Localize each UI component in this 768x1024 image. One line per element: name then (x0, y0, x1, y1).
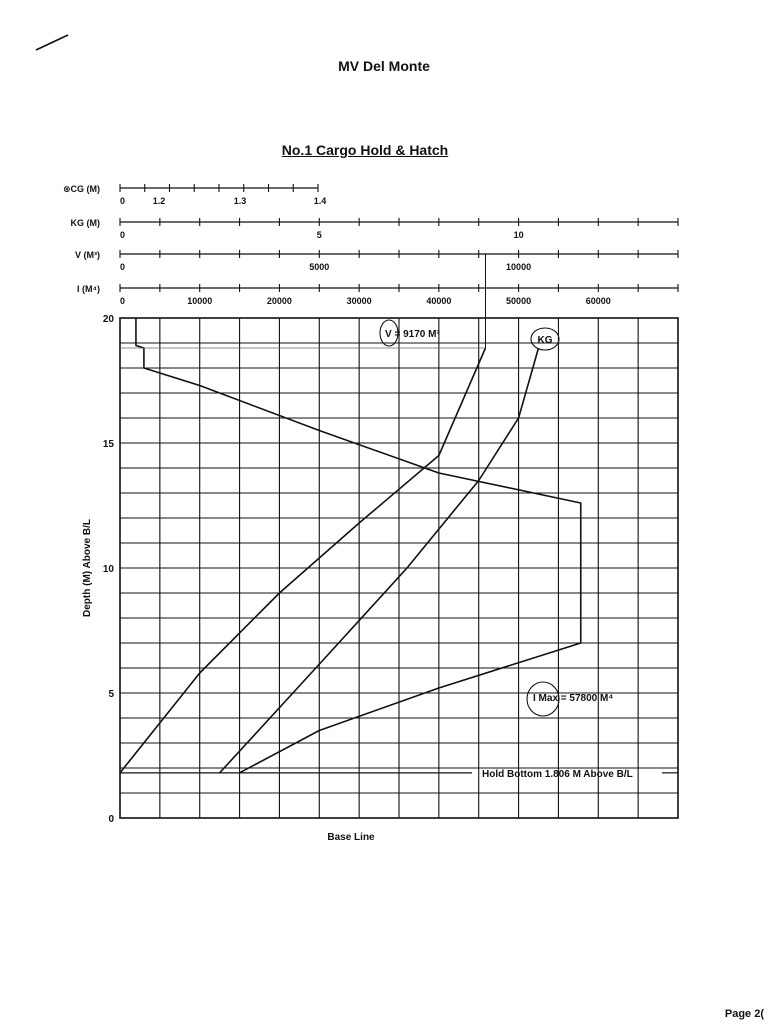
scale-label-v: V (M³) (75, 250, 100, 260)
annotation-i-max: I Max = 57800 M⁴ (533, 693, 614, 704)
y-tick-label: 5 (108, 689, 114, 700)
y-axis-label: Depth (M) Above B/L (82, 519, 93, 617)
scale-tick-label-cg: 1.4 (313, 196, 327, 206)
annotation-v-max: V = 9170 M³ (385, 329, 440, 340)
pen-mark (36, 35, 68, 50)
annotation-hold-bottom: Hold Bottom 1.806 M Above B/L (482, 768, 633, 780)
scale-tick-label-v: 0 (120, 262, 126, 272)
scale-tick-label-i: 50000 (506, 296, 532, 306)
scale-tick-label-cg: 0 (120, 196, 126, 206)
series-line-v (120, 348, 485, 773)
page-number: Page 2( (724, 1008, 764, 1020)
scale-tick-label-i: 40000 (426, 296, 452, 306)
scale-tick-label-v: 10000 (506, 262, 532, 272)
scale-tick-label-v: 5000 (309, 262, 330, 272)
y-tick-label: 10 (102, 564, 114, 575)
series-line-i (136, 318, 581, 773)
y-tick-label: 0 (108, 814, 114, 825)
y-tick-label: 15 (102, 439, 114, 450)
scale-tick-label-i: 60000 (585, 296, 611, 306)
document-title: MV Del Monte (338, 58, 430, 74)
scale-tick-label-cg: 1.2 (152, 196, 166, 206)
scale-label-i: I (M⁴) (77, 284, 100, 294)
chart-title: No.1 Cargo Hold & Hatch (281, 142, 449, 158)
x-axis-label: Base Line (327, 832, 375, 843)
scale-label-cg: ⊗CG (M) (62, 184, 100, 194)
scale-tick-label-i: 10000 (187, 296, 213, 306)
scale-tick-label-i: 0 (120, 296, 126, 306)
scale-tick-label-cg: 1.3 (233, 196, 247, 206)
scale-tick-label-i: 30000 (346, 296, 372, 306)
scale-tick-label-kg: 10 (513, 230, 524, 240)
scale-label-kg: KG (M) (70, 218, 100, 228)
scale-tick-label-kg: 5 (316, 230, 322, 240)
scale-tick-label-i: 20000 (266, 296, 292, 306)
scale-tick-label-kg: 0 (120, 230, 126, 240)
y-tick-label: 20 (102, 314, 114, 325)
annotation-kg: KG (537, 335, 553, 346)
